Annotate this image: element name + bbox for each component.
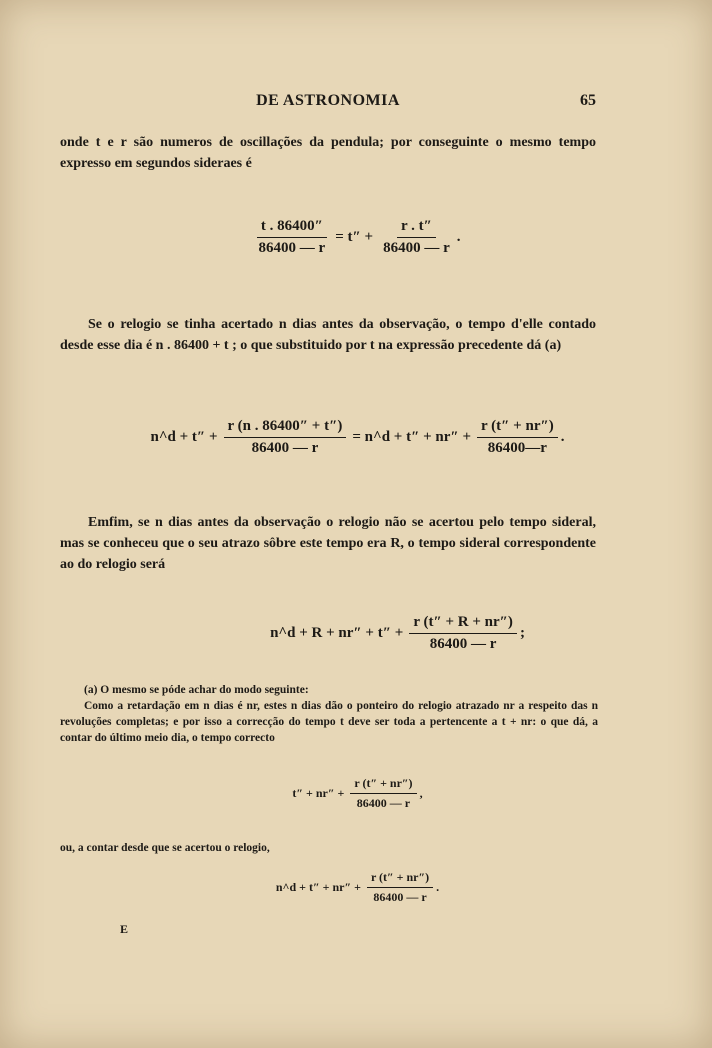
- equation-term: t″ + nr″ +: [292, 786, 345, 800]
- equation-term: n^d + t″ +: [150, 429, 218, 445]
- fraction: [409, 614, 517, 653]
- denominator: 86400 — r: [258, 240, 326, 256]
- fraction: [224, 418, 347, 457]
- equation-term: = n^d + t″ + nr″ +: [352, 429, 472, 445]
- equation-punctuation: ,: [419, 786, 423, 800]
- equation-punctuation: ;: [519, 625, 525, 641]
- footnote-heading: [60, 682, 598, 698]
- page-number: 65: [580, 92, 596, 109]
- numerator: t . 86400″: [257, 218, 327, 238]
- equation-term: = t″ +: [335, 229, 374, 245]
- denominator: 86400 — r: [251, 440, 319, 456]
- numerator: r (n . 86400″ + t″): [224, 418, 347, 438]
- numerator: r (t″ + nr″): [350, 776, 416, 794]
- denominator: 86400 — r: [383, 240, 450, 256]
- denominator: 86400—r: [487, 440, 547, 456]
- numerator: r (t″ + nr″): [477, 418, 558, 438]
- footnote-continuation: ou, a contar desde que se acertou o relogio,: [60, 842, 270, 854]
- denominator: 86400 — r: [373, 890, 427, 904]
- paragraph-2: [60, 314, 596, 356]
- printer-signature: E: [120, 922, 129, 936]
- numerator: r . t″: [397, 218, 436, 238]
- fraction: [477, 418, 558, 457]
- numerator: r (t″ + nr″): [367, 870, 433, 888]
- running-title: DE ASTRONOMIA: [256, 92, 400, 109]
- paragraph-2-text: Se o relogio se tinha acertado n dias antes da observação, o tempo d'elle contado desde esse dia é n . 86400 + t ; o que substituido por t na expressão precedente dá (a): [60, 317, 596, 353]
- equation-punctuation: .: [436, 880, 440, 894]
- paragraph-1: onde t e r são numeros de oscillações da pendula; por conseguinte o mesmo tempo expresso em segundos sideraes é: [60, 135, 596, 171]
- footnote-heading-text: (a) O mesmo se póde achar do modo seguinte:: [84, 684, 309, 696]
- paragraph-3-text: Emfim, se n dias antes da observação o relogio não se acertou pelo tempo sideral, mas se conheceu que o seu atrazo sôbre este tempo era R, o tempo sideral correspondente ao do relogio será: [60, 515, 596, 572]
- equation-punctuation: .: [560, 429, 565, 445]
- page-header: [60, 92, 596, 116]
- numerator: r (t″ + R + nr″): [409, 614, 517, 634]
- fraction: [379, 218, 454, 257]
- denominator: 86400 — r: [429, 636, 497, 652]
- equation-term: n^d + t″ + nr″ +: [275, 880, 361, 894]
- equation-5: [0, 870, 712, 905]
- equation-term: n^d + R + nr″ + t″ +: [270, 625, 404, 641]
- equation-3: [40, 614, 712, 653]
- denominator: 86400 — r: [356, 796, 411, 810]
- fraction: [255, 218, 330, 257]
- paragraph-3: [60, 512, 596, 575]
- fraction: [367, 870, 433, 905]
- equation-punctuation: .: [456, 229, 461, 245]
- equation-4: [0, 776, 712, 811]
- fraction: [350, 776, 416, 811]
- footnote-paragraph: [60, 698, 598, 746]
- equation-2: [0, 418, 712, 457]
- equation-1: [0, 218, 712, 257]
- footnote-paragraph-text: Como a retardação em n dias é nr, estes n dias dão o ponteiro do relogio atrazado nr a respeito das n revoluções completas; e por isso a correcção do tempo t deve ser toda a pertencente a t + nr: o que dá, a contar do último meio dia, o tempo correcto: [60, 700, 598, 744]
